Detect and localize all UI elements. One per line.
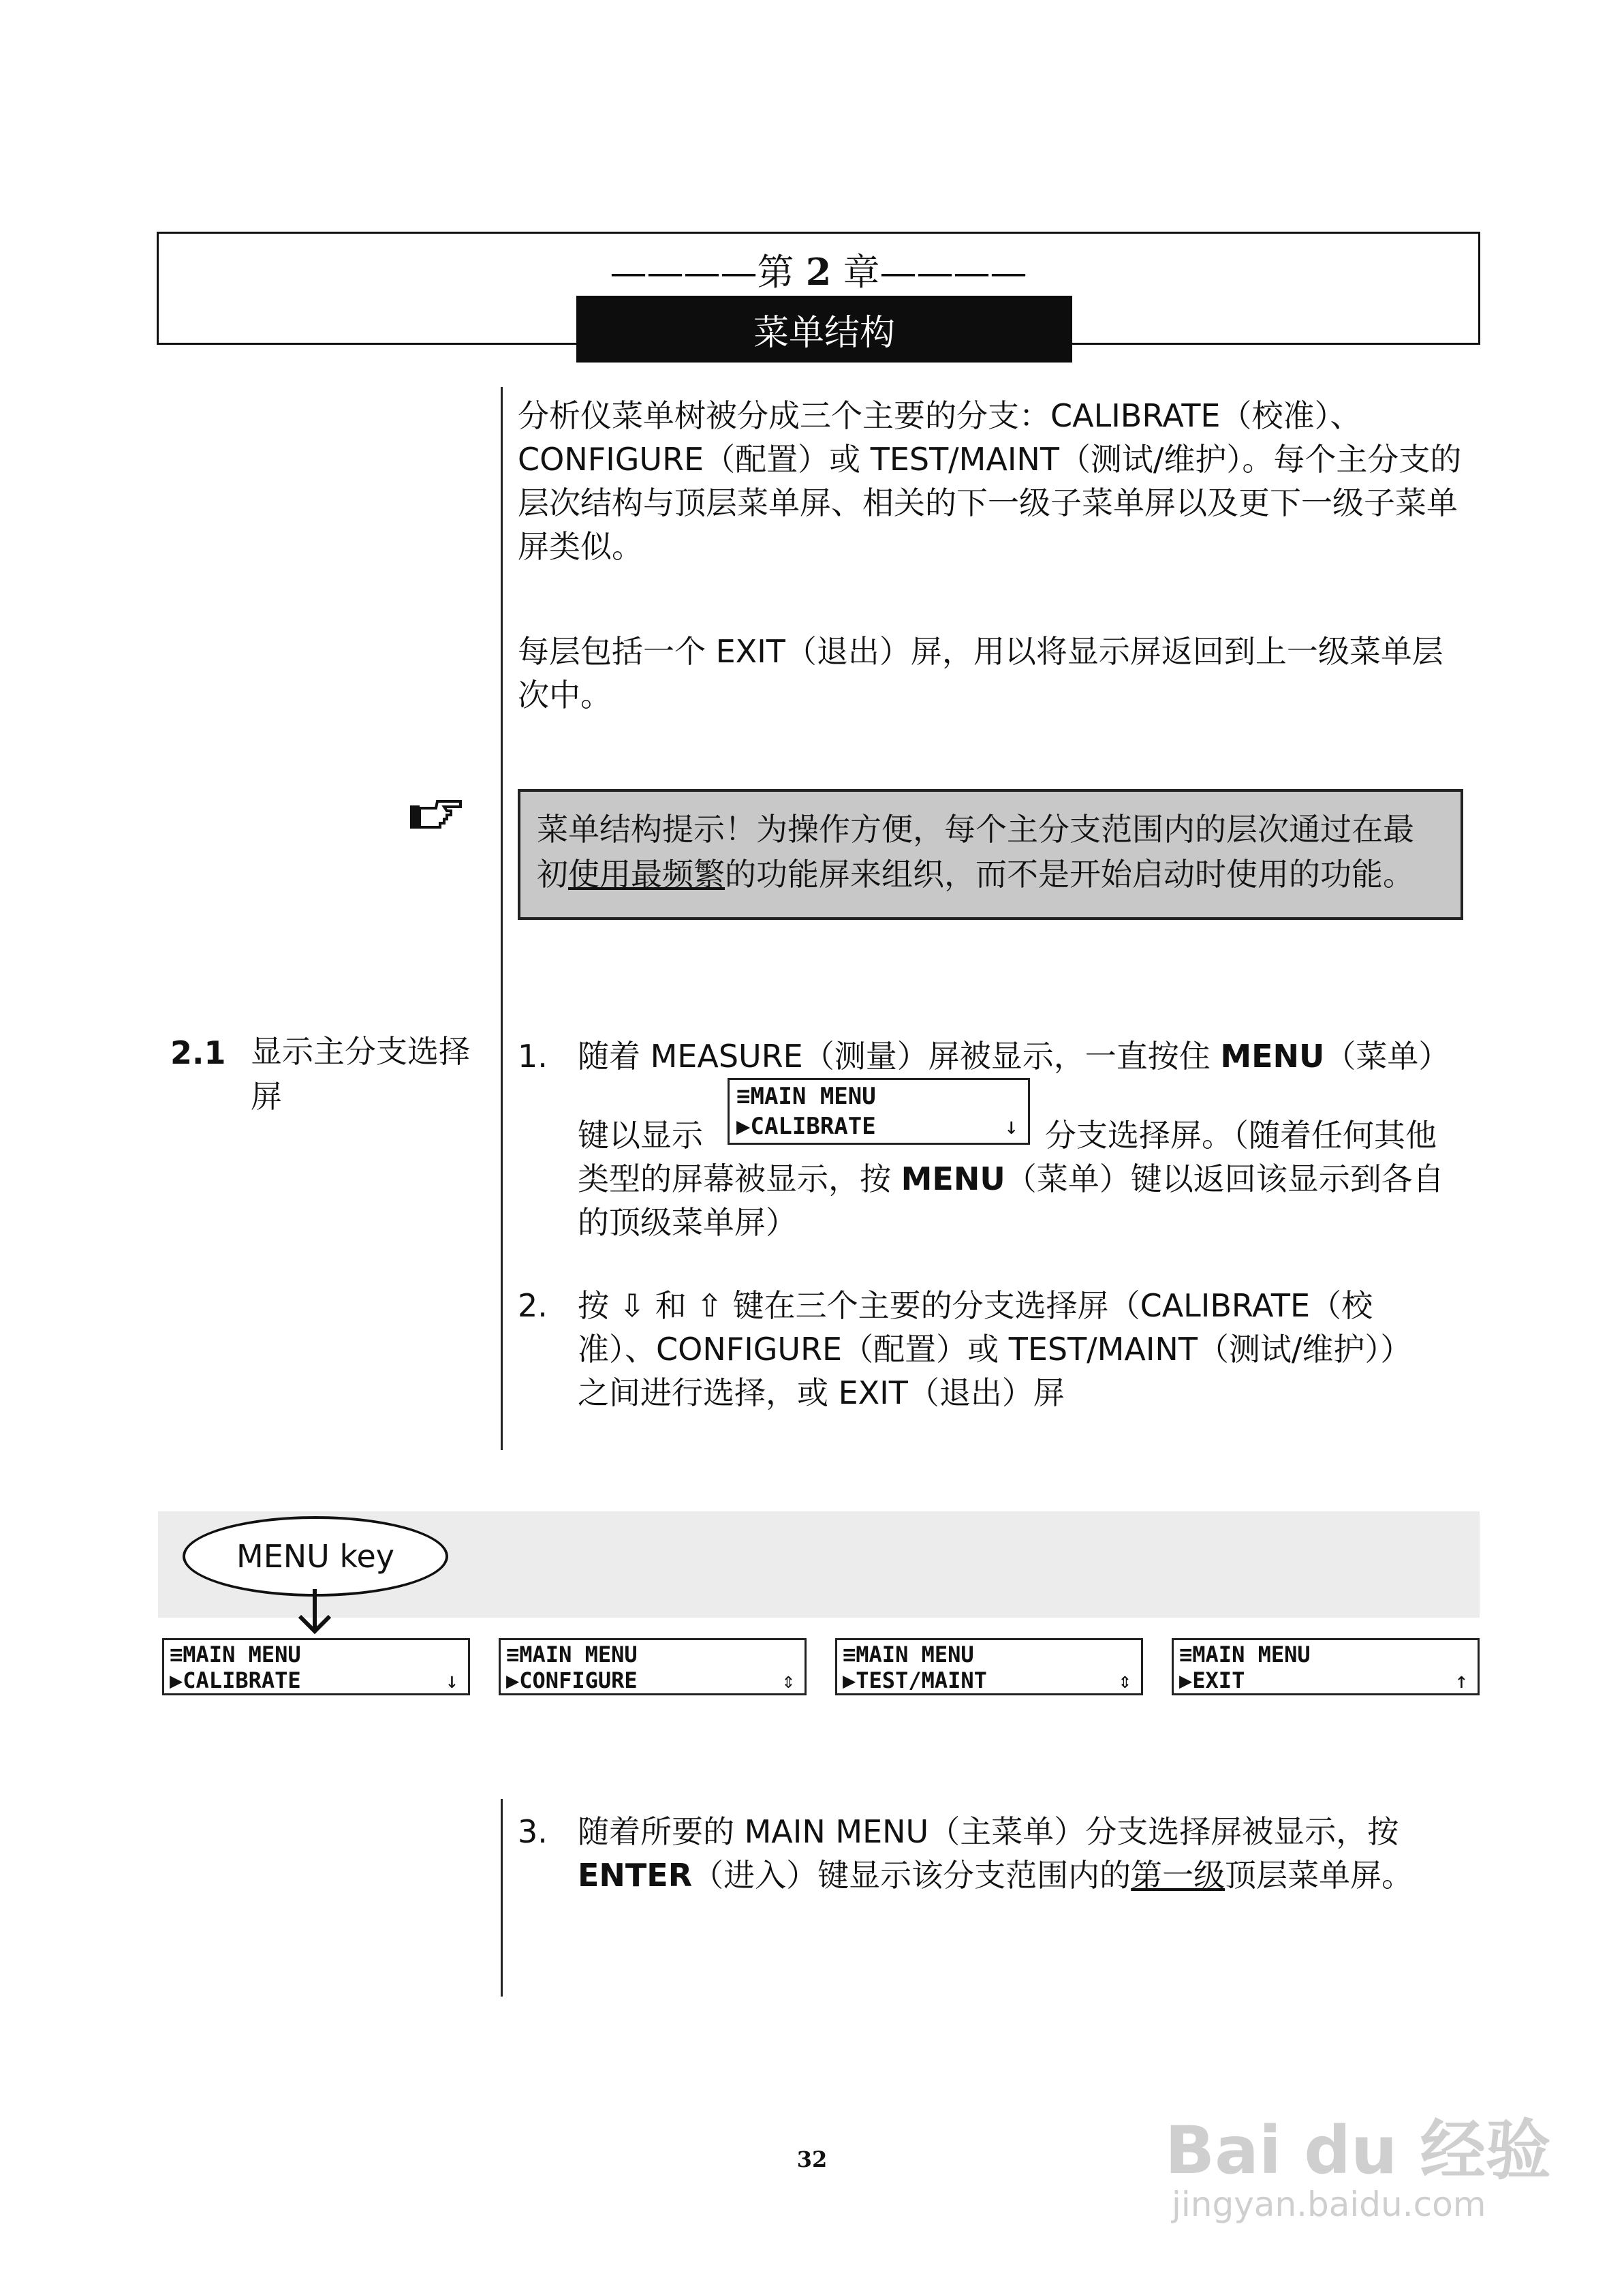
lcd-screen-exit (1172, 1638, 1480, 1695)
down-arrow-icon: ↓ (445, 1667, 458, 1693)
step-2-number: 2. (518, 1287, 548, 1324)
step-3-b-pre: （进入）键显示该分支范围内的 (692, 1857, 1131, 1894)
tip-line-1: 菜单结构提示！为操作方便，每个主分支范围内的层次通过在最 (537, 811, 1414, 848)
lcd-screen-test-maint (835, 1638, 1143, 1695)
screen-line-2 (170, 1667, 468, 1693)
screen-line-2-text: ▶CONFIGURE (506, 1667, 638, 1693)
menu-key-bubble: MENU key (183, 1516, 448, 1597)
step-3-number: 3. (518, 1813, 548, 1850)
inline-lcd-line-2-text: ▶CALIBRATE (736, 1113, 876, 1140)
step-1-a-bold: MENU (1220, 1038, 1325, 1075)
step-1-line-b-pre: 键以显示 (578, 1117, 703, 1154)
step-3-b-underlined: 第一级 (1131, 1857, 1225, 1894)
step-3-b-post: 顶层菜单屏。 (1225, 1857, 1414, 1894)
screen-line-2-text: ▶CALIBRATE (170, 1667, 301, 1693)
step-2-line-a: 按 ⇩ 和 ⇧ 键在三个主要的分支选择屏（CALIBRATE（校 (578, 1287, 1373, 1324)
chapter-title: 菜单结构 (576, 296, 1072, 363)
lcd-screen-configure (499, 1638, 807, 1695)
tip-underlined-text: 使用最频繁 (568, 856, 725, 893)
left-rule-bottom (501, 1799, 503, 1997)
screen-line-2 (1179, 1667, 1478, 1693)
step-1-line-a (578, 1034, 1470, 1078)
tip-line-2-post: 的功能屏来组织，而不是开始启动时使用的功能。 (725, 856, 1414, 893)
chapter-number (159, 243, 1478, 296)
screen-line-2 (506, 1667, 805, 1693)
screen-line-2-text: ▶EXIT (1179, 1667, 1245, 1693)
step-2-line-b: 准）、CONFIGURE（配置）或 TEST/MAINT（测试/维护）） (578, 1331, 1412, 1368)
screen-line-1: ≡MAIN MENU (506, 1642, 638, 1667)
up-down-arrow-icon: ⇕ (1118, 1667, 1131, 1693)
step-3-line-a: 随着所要的 MAIN MENU（主菜单）分支选择屏被显示，按 (578, 1813, 1399, 1850)
step-1-c-pre: 类型的屏幕被显示，按 (578, 1160, 901, 1197)
up-arrow-icon: ↑ (1454, 1667, 1468, 1693)
down-arrow-icon (294, 1588, 335, 1635)
inline-lcd-line-1: ≡MAIN MENU (736, 1083, 876, 1110)
screen-line-1: ≡MAIN MENU (170, 1642, 301, 1667)
down-arrow-icon: ↓ (1004, 1113, 1018, 1140)
inline-main-menu-lcd (728, 1078, 1030, 1145)
intro-paragraph-1: 分析仪菜单树被分成三个主要的分支：CALIBRATE（校准）、CONFIGURE（配置）或 TEST/MAINT（测试/维护）。每个主分支的层次结构与顶层菜单屏、相关的下一级子菜单屏以及更下一级子菜单屏类似。 (518, 397, 1462, 565)
up-down-arrow-icon: ⇕ (781, 1667, 795, 1693)
step-1-a-pre: 随着 MEASURE（测量）屏被显示，一直按住 (578, 1038, 1221, 1075)
inline-lcd-line-2 (736, 1111, 1028, 1141)
tip-line-2 (537, 852, 1444, 897)
step-1-line-c (578, 1157, 1470, 1201)
step-1-c-bold: MENU (901, 1160, 1005, 1197)
step-1-c-post: （菜单）键以返回该显示到各自 (1005, 1160, 1444, 1197)
section-number: 2.1 (170, 1034, 226, 1071)
step-1-number: 1. (518, 1038, 548, 1075)
step-1-a-post: （菜单） (1324, 1038, 1450, 1075)
screen-line-2 (843, 1667, 1141, 1693)
section-title: 显示主分支选择屏 (251, 1033, 470, 1115)
watermark-url: jingyan.baidu.com (1172, 2185, 1486, 2224)
step-3-line-b (578, 1853, 1470, 1897)
menu-structure-tip (518, 789, 1463, 920)
intro-paragraph-2: 每层包括一个 EXIT（退出）屏，用以将显示屏返回到上一级菜单层次中。 (518, 633, 1443, 713)
screen-line-1: ≡MAIN MENU (1179, 1642, 1311, 1667)
step-1-line-b-post: 分支选择屏。（随着任何其他 (1045, 1117, 1437, 1154)
page-number: 32 (796, 2146, 828, 2172)
step-2-line-c: 之间进行选择，或 EXIT（退出）屏 (578, 1374, 1065, 1411)
screen-line-2-text: ▶TEST/MAINT (843, 1667, 987, 1693)
chapter-prefix: ————第 (610, 251, 806, 294)
tip-line-2-pre: 初 (537, 856, 568, 893)
step-1-line-d: 的顶级菜单屏） (578, 1204, 797, 1241)
chapter-number-value: 2 (805, 250, 832, 294)
screen-line-1: ≡MAIN MENU (843, 1642, 974, 1667)
pointing-hand-icon (409, 795, 463, 835)
chapter-suffix: 章———— (831, 251, 1027, 294)
left-rule-top (501, 387, 503, 1450)
watermark-brand: Bai du 经验 (1165, 2112, 1551, 2189)
step-3-b-bold: ENTER (578, 1857, 693, 1894)
lcd-screen-calibrate (162, 1638, 470, 1695)
